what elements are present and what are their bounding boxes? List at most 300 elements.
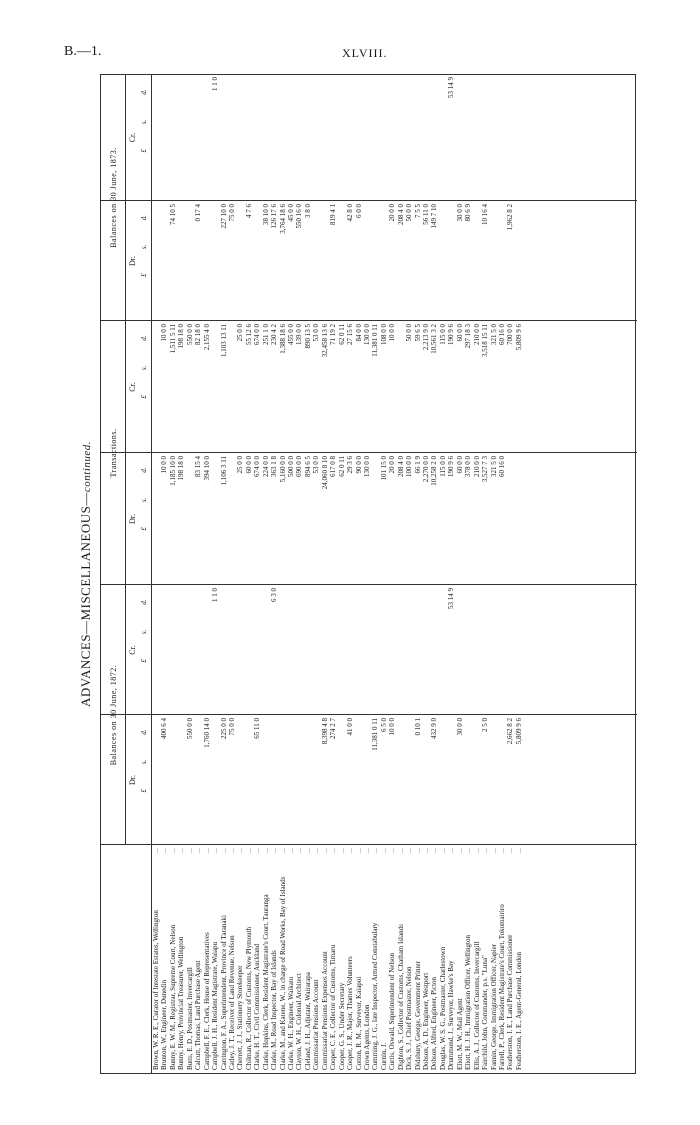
amount-cell — [295, 585, 303, 715]
amount-cell: 60 0 0 — [455, 456, 464, 474]
amount-cell: 50 0 0 — [405, 204, 414, 222]
leader-dots: ... — [287, 848, 295, 854]
account-name: Cumming, J. G., late Inspector, Armed Constabulary — [371, 922, 380, 1070]
amount-cell: 62 0 11 — [337, 324, 346, 345]
table-row — [388, 848, 396, 1070]
amount-cell — [211, 321, 219, 453]
leader-dots: ... — [211, 848, 220, 854]
amount-cell: 66 1 9 — [413, 456, 422, 474]
amount-cell — [152, 585, 160, 715]
account-name: Clarke, M., and Katene, W., in charge of Road Works, Bay of Islands — [278, 876, 287, 1070]
leader-dots: ... — [455, 848, 464, 854]
account-name: Bunny, E. W. M., Registrar, Supreme Court, Nelson — [168, 924, 177, 1070]
table-row — [456, 848, 464, 1070]
units-trans-cr — [140, 323, 148, 411]
units-b73-dr — [140, 203, 148, 289]
amount-cell — [321, 585, 329, 715]
amount-cell: 674 0 0 — [253, 324, 262, 345]
leader-dots: ... — [177, 848, 186, 854]
b72-cr-values — [152, 585, 523, 715]
account-name: Cherrett, J. J., Stationery Storekeeper — [236, 965, 245, 1070]
amount-cell — [220, 74, 228, 201]
amount-cell: 10 0 0 — [388, 718, 397, 736]
amount-cell: 75 0 0 — [227, 204, 236, 222]
amount-cell — [371, 453, 379, 585]
table-row — [312, 848, 320, 1070]
trans-dr-values — [152, 453, 523, 585]
account-name: Commissariat Pensions Expenses Account — [320, 951, 329, 1070]
amount-cell — [388, 74, 396, 201]
table-row — [346, 848, 354, 1070]
table-row — [295, 848, 303, 1070]
amount-cell — [506, 585, 514, 715]
account-name: Clayton, W. H., Colonial Architect — [295, 973, 304, 1070]
account-name: Fannin, George, Immigration Officer, Napier — [489, 943, 498, 1070]
amount-cell: 80 6 9 — [464, 204, 473, 222]
amount-cell: 274 2 7 — [329, 718, 338, 739]
amount-cell: 617 0 8 — [329, 456, 338, 477]
table-row — [414, 848, 422, 1070]
unit-pence: d. — [140, 335, 148, 341]
amount-cell: 11,381 0 11 — [371, 324, 380, 357]
leader-dots: ... — [362, 848, 371, 854]
amount-cell: 149 7 10 — [430, 204, 439, 229]
table-row — [397, 848, 405, 1070]
amount-cell — [439, 74, 447, 201]
units-b72-cr — [140, 587, 148, 675]
amount-cell — [253, 585, 261, 715]
amount-cell: 700 0 0 — [506, 324, 515, 345]
account-name: Curtis, Oswald, Superintendent of Nelson — [388, 952, 397, 1070]
leader-dots: ... — [185, 848, 194, 854]
unit-pound: £ — [140, 789, 148, 793]
amount-cell: 7 5 5 — [413, 204, 422, 218]
account-name: Clarke, H. T., Civil Commissioner, Auckland — [253, 943, 262, 1070]
amount-cell: 208 4 0 — [396, 456, 405, 477]
account-name: Commissariat Pensions Account — [312, 979, 321, 1070]
amount-cell — [169, 715, 177, 845]
account-name: Cleland, J. H., Adjutant, Wairarapa — [303, 972, 312, 1070]
amount-cell — [397, 74, 405, 201]
b73-dr-values — [152, 201, 523, 321]
amount-cell — [177, 585, 185, 715]
amount-cell: 2 5 0 — [481, 718, 490, 732]
amount-cell — [456, 74, 464, 201]
amount-cell — [371, 201, 379, 321]
amount-cell — [439, 585, 447, 715]
table-row — [329, 848, 337, 1070]
amount-cell — [211, 715, 219, 845]
leader-dots: ... — [481, 848, 490, 854]
leader-dots: ... — [346, 848, 355, 854]
table-row — [422, 848, 430, 1070]
amount-cell — [338, 201, 346, 321]
amount-cell: 2,662 8 2 — [506, 718, 515, 745]
amount-cell: 230 4 2 — [270, 324, 279, 345]
amount-cell — [287, 715, 295, 845]
amount-cell — [211, 201, 219, 321]
table-row — [473, 848, 481, 1070]
amount-cell: 59 6 5 — [413, 324, 422, 342]
amount-cell — [152, 715, 160, 845]
amount-cell: 53 14 9 — [447, 77, 456, 98]
table-row — [506, 848, 514, 1070]
amount-cell — [287, 585, 295, 715]
account-name: Chilman, R., Collector of Customs, New Plymouth — [244, 926, 253, 1070]
col-b72-dr: Dr. — [128, 775, 137, 785]
col-trans-cr: Cr. — [128, 382, 137, 392]
leader-dots: ... — [422, 848, 430, 854]
amount-cell: 6 5 0 — [379, 718, 388, 732]
amount-cell: 3,764 18 6 — [278, 204, 287, 234]
table-row — [498, 848, 506, 1070]
amount-cell: 62 0 11 — [337, 456, 346, 477]
amount-cell: 130 0 0 — [362, 324, 371, 345]
amount-cell — [228, 321, 236, 453]
account-name: Brunton, W., Engineer, Dunedin — [160, 979, 169, 1070]
amount-cell: 32,458 13 6 — [320, 324, 329, 358]
amount-cell — [371, 585, 379, 715]
amount-cell — [304, 74, 312, 201]
units-b72-dr — [140, 717, 148, 805]
units-trans-dr — [140, 455, 148, 543]
amount-cell — [363, 585, 371, 715]
amount-cell — [490, 201, 498, 321]
leader-dots: ... — [168, 848, 177, 854]
col-b72-cr: Cr. — [128, 645, 137, 655]
amount-cell — [312, 715, 320, 845]
table-row — [186, 848, 194, 1070]
leader-dots: ... — [160, 848, 169, 854]
amount-cell — [160, 585, 168, 715]
amount-cell: 5,809 9 6 — [514, 324, 523, 351]
table-row — [262, 848, 270, 1070]
col-b73-dr: Dr. — [128, 256, 137, 266]
table-row — [279, 848, 287, 1070]
amount-cell: 1,388 18 6 — [278, 324, 287, 354]
amount-cell: 71 19 2 — [329, 324, 338, 345]
account-name: Featherston, I. E., Agent-General, London — [514, 952, 523, 1070]
amount-cell — [194, 585, 202, 715]
amount-cell — [464, 585, 472, 715]
amount-cell: 74 10 5 — [168, 204, 177, 225]
amount-cell — [279, 74, 287, 201]
account-name: Catley, J. T., Receiver of Land Revenue, Nelson — [227, 935, 236, 1070]
amount-cell: 75 0 0 — [227, 718, 236, 736]
amount-cell — [422, 585, 430, 715]
amount-cell — [498, 585, 506, 715]
leader-dots: ... — [497, 848, 506, 854]
unit-pound: £ — [140, 273, 148, 277]
amount-cell: 321 5 0 — [489, 456, 498, 477]
leader-dots: ... — [464, 848, 473, 854]
amount-cell: 674 0 0 — [253, 456, 262, 477]
amount-cell: 5,809 9 6 — [514, 718, 523, 745]
amount-cell: 1,511 5 11 — [168, 324, 177, 354]
amount-cell — [422, 715, 430, 845]
amount-cell: 90 0 0 — [354, 456, 363, 474]
amount-cell: 224 0 0 — [261, 456, 270, 477]
amount-cell — [498, 715, 506, 845]
amount-cell — [363, 74, 371, 201]
amount-cell — [422, 74, 430, 201]
amount-cell — [262, 715, 270, 845]
account-name: Ellis, A. J., Collector of Customs, Invercargill — [472, 941, 481, 1070]
table-row — [380, 848, 388, 1070]
amount-cell — [203, 585, 211, 715]
leader-dots: ... — [354, 848, 363, 854]
amount-cell: 115 0 0 — [438, 456, 447, 477]
amount-cell — [253, 201, 261, 321]
table-row — [177, 848, 185, 1070]
leader-dots: ... — [489, 848, 498, 854]
amount-cell — [490, 585, 498, 715]
page-section-label: B.—1. — [64, 44, 102, 59]
leader-dots: ... — [388, 848, 397, 854]
amount-cell — [262, 585, 270, 715]
leader-dots: ... — [312, 848, 321, 854]
unit-shilling: s. — [140, 119, 148, 125]
amount-cell: 29 3 6 — [346, 456, 355, 474]
col-b73-cr: Cr. — [128, 132, 137, 143]
account-name: Eliott, H. J. H., Immigration Officer, Wellington — [464, 935, 473, 1070]
unit-pence: d. — [140, 729, 148, 735]
trans-cr-values — [152, 321, 523, 453]
amount-cell — [152, 453, 160, 585]
amount-cell — [473, 715, 481, 845]
amount-cell: 1,106 3 11 — [219, 456, 228, 486]
amount-cell: 60 16 0 — [497, 456, 506, 477]
amount-cell — [160, 74, 168, 201]
amount-cell: 82 18 0 — [194, 324, 203, 345]
ledger-table — [100, 74, 636, 1074]
amount-cell — [355, 715, 363, 845]
amount-cell — [380, 585, 388, 715]
amount-cell: 60 0 0 — [244, 456, 253, 474]
amount-cell — [397, 585, 405, 715]
amount-cell — [203, 74, 211, 201]
amount-cell — [430, 585, 438, 715]
leader-dots: ... — [261, 848, 270, 854]
leader-dots: ... — [413, 848, 422, 854]
account-name: Campbell, J. H., Resident Magistrate, Waiapu — [211, 941, 220, 1070]
account-name: Cooper, G. S., Under Secretary — [337, 982, 346, 1070]
account-name: Drummond, J., Surveyor, Hawke's Bay — [447, 960, 456, 1070]
unit-shilling: s. — [140, 365, 148, 371]
amount-cell: 41 0 0 — [346, 718, 355, 736]
amount-cell: 378 0 0 — [464, 456, 473, 477]
account-name: Fairchild, John, Commander, p.s. "Luna" — [481, 955, 490, 1070]
amount-cell — [380, 74, 388, 201]
rule-group-header — [125, 74, 126, 845]
account-name: Dighton, S., Collector of Customs, Chatham Islands — [396, 924, 405, 1070]
unit-pound: £ — [140, 659, 148, 663]
table-row — [355, 848, 363, 1070]
amount-cell: 108 0 0 — [379, 324, 388, 345]
amount-cell: 24,060 8 10 — [320, 456, 329, 490]
units-b73-cr — [140, 77, 148, 165]
amount-cell — [152, 201, 160, 321]
table-row — [220, 848, 228, 1070]
amount-cell: 1 1 0 — [211, 77, 220, 91]
leader-dots: ... — [194, 848, 203, 854]
table-row — [253, 848, 261, 1070]
table-row — [211, 848, 219, 1070]
amount-cell — [473, 74, 481, 201]
amount-cell: 30 0 0 — [455, 204, 464, 222]
unit-pence: d. — [140, 215, 148, 221]
account-name: Calcutt, Thomas, Land Purchase Agent — [194, 960, 203, 1070]
table-row — [160, 848, 168, 1070]
amount-cell — [506, 453, 514, 585]
amount-cell: 60 0 0 — [455, 324, 464, 342]
leader-dots: ... — [320, 848, 329, 854]
leader-dots: ... — [278, 848, 287, 854]
amount-cell — [405, 74, 413, 201]
amount-cell — [464, 715, 472, 845]
amount-cell: 42 8 0 — [346, 204, 355, 222]
unit-pence: d. — [140, 467, 148, 473]
amount-cell: 139 0 0 — [295, 324, 304, 345]
amount-cell — [338, 74, 346, 201]
amount-cell — [473, 201, 481, 321]
amount-cell: 690 0 0 — [295, 456, 304, 477]
amount-cell — [355, 585, 363, 715]
group-transactions: Transactions. — [109, 428, 118, 478]
amount-cell — [346, 74, 354, 201]
table-title — [78, 74, 94, 1074]
amount-cell — [169, 74, 177, 201]
amount-cell — [430, 74, 438, 201]
amount-cell — [447, 715, 455, 845]
amount-cell: 10,258 2 0 — [430, 456, 439, 486]
account-name: Dobson, Alfred, Engineer, Picton — [430, 976, 439, 1070]
amount-cell: 126 17 6 — [270, 204, 279, 229]
amount-cell: 20 0 0 — [388, 456, 397, 474]
leader-dots: ... — [227, 848, 236, 854]
table-row — [371, 848, 379, 1070]
b72-dr-values — [152, 715, 523, 845]
amount-cell: 297 18 3 — [464, 324, 473, 349]
amount-cell — [329, 585, 337, 715]
table-row — [304, 848, 312, 1070]
title-main: ADVANCES—MISCELLANEOUS— — [78, 492, 93, 708]
amount-cell: 10 0 0 — [388, 324, 397, 342]
account-name: Farrell, P., Clerk, Resident Magistrate's Court, Tokomairiro — [497, 904, 506, 1070]
amount-cell: 210 0 0 — [472, 324, 481, 345]
amount-cell: 550 0 0 — [185, 718, 194, 739]
amount-cell — [236, 74, 244, 201]
amount-cell: 363 1 8 — [270, 456, 279, 477]
amount-cell: 3 8 0 — [303, 204, 312, 218]
amount-cell — [304, 585, 312, 715]
amount-cell — [439, 715, 447, 845]
account-name: Carrington, F. A., Superintendent, Province of Taranaki — [219, 915, 228, 1070]
amount-cell — [186, 453, 194, 585]
amount-cell — [160, 201, 168, 321]
amount-cell: 198 18 0 — [177, 324, 186, 349]
leader-dots: ... — [438, 848, 447, 854]
unit-shilling: s. — [140, 244, 148, 250]
amount-cell: 83 15 4 — [194, 456, 203, 477]
amount-cell — [447, 201, 455, 321]
amount-cell: 55 12 6 — [244, 324, 253, 345]
amount-cell: 894 6 5 — [303, 456, 312, 477]
amount-cell — [245, 715, 253, 845]
table-row — [481, 848, 489, 1070]
amount-cell: 2,155 4 0 — [202, 324, 211, 351]
leader-dots: ... — [337, 848, 346, 854]
amount-cell: 4 7 6 — [244, 204, 253, 218]
amount-cell — [439, 201, 447, 321]
amount-cell — [270, 74, 278, 201]
leader-dots: ... — [295, 848, 304, 854]
amount-cell — [456, 585, 464, 715]
amount-cell — [506, 74, 514, 201]
amount-cell — [498, 74, 506, 201]
account-name: Cooper, C. E., Collector of Customs, Timaru — [329, 944, 338, 1070]
amount-cell — [498, 201, 506, 321]
amount-cell — [245, 74, 253, 201]
amount-cell: 251 1 0 — [261, 324, 270, 345]
unit-pence: d. — [140, 599, 148, 605]
amount-cell — [262, 74, 270, 201]
amount-cell — [481, 585, 489, 715]
account-name: Clarke, Hopkins, Clerk, Resident Magistrate's Court, Tauranga — [261, 894, 270, 1070]
amount-cell: 115 0 0 — [438, 324, 447, 345]
amount-cell: 1,103 13 11 — [219, 324, 228, 357]
amount-cell — [515, 453, 523, 585]
b73-cr-values — [152, 74, 523, 201]
amount-cell: 53 14 9 — [447, 588, 456, 609]
amount-cell: 25 0 0 — [236, 324, 245, 342]
amount-cell — [321, 74, 329, 201]
amount-cell: 1,962 8 2 — [506, 204, 515, 231]
amount-cell — [279, 585, 287, 715]
leader-dots: ... — [514, 848, 523, 854]
amount-cell — [405, 715, 413, 845]
amount-cell — [270, 715, 278, 845]
amount-cell: 0 17 4 — [194, 204, 203, 222]
amount-cell — [236, 201, 244, 321]
amount-cell: 53 0 0 — [312, 456, 321, 474]
leader-dots: ... — [244, 848, 253, 854]
amount-cell: 56 11 0 — [422, 204, 430, 225]
group-balances-1872: Balances on 30 June, 1872. — [109, 664, 118, 766]
amount-cell — [304, 715, 312, 845]
amount-cell — [228, 453, 236, 585]
table-row — [430, 848, 438, 1070]
amount-cell — [287, 74, 295, 201]
amount-cell — [515, 201, 523, 321]
amount-cell: 10 0 0 — [160, 456, 169, 474]
table-row — [363, 848, 371, 1070]
amount-cell — [515, 74, 523, 201]
amount-cell — [152, 321, 160, 453]
leader-dots: ... — [253, 848, 262, 854]
leader-dots: ... — [379, 848, 388, 854]
unit-pound: £ — [140, 395, 148, 399]
unit-shilling: s. — [140, 497, 148, 503]
account-name: Featherston, I. E., Land Purchase Commissioner — [506, 934, 515, 1070]
amount-cell — [380, 201, 388, 321]
amount-cell: 2,270 0 0 — [422, 456, 430, 483]
title-continued: continued. — [81, 440, 93, 493]
leader-dots: ... — [430, 848, 439, 854]
amount-cell — [321, 201, 329, 321]
amount-cell — [245, 585, 253, 715]
amount-cell: 11,381 0 11 — [371, 718, 380, 751]
